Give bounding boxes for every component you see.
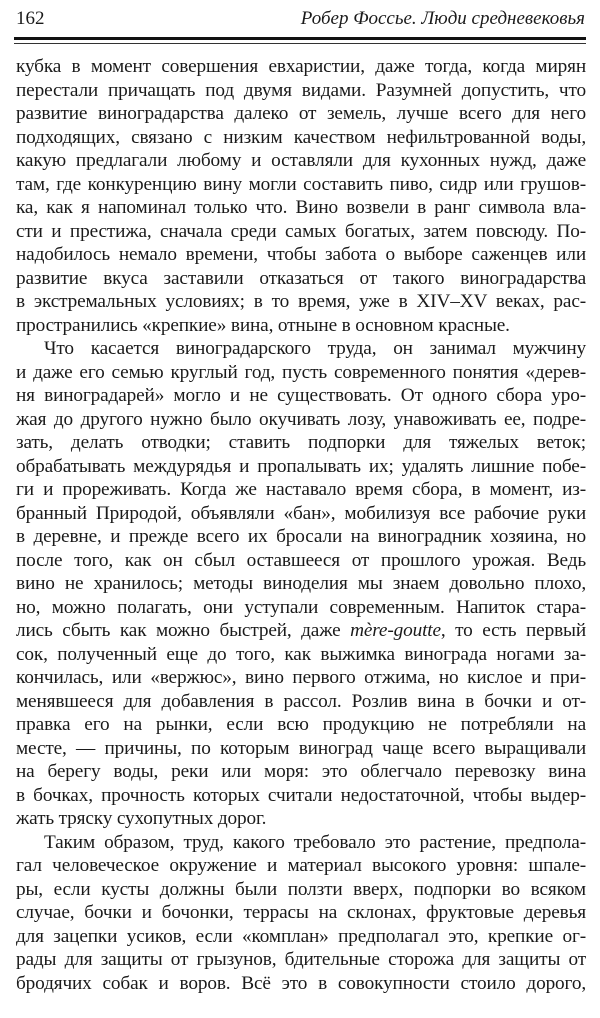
text-line: жая до другого нужно было окучивать лозу, унавоживать ее, подре-: [16, 408, 586, 430]
text-line: перестали причащать под двумя видами. Разумней допустить, что: [16, 79, 586, 101]
text-line: кубка в момент совершения евхаристии, даже тогда, когда мирян: [16, 56, 586, 77]
text-line: рады для защиты от грызунов, бдительные сторожа для защиты от: [16, 949, 586, 970]
text-line: обрабатывать междурядья и пропалывать их; удалять лишние побе-: [16, 455, 586, 477]
text-line: случае, бочки и бочонки, террасы на склонах, фруктовые деревья: [16, 902, 586, 923]
text-line: для зацепки усиков, если «комплан» предполагал это, крепкие ог-: [16, 925, 586, 947]
text-line: в экстремальных условиях; в то время, уже в XIV–XV веках, рас-: [16, 291, 586, 312]
text-line: жать тряску сухопутных дорог.: [16, 808, 267, 829]
text-line: месте, — причины, по которым виноград чаще всего выращивали: [16, 737, 586, 759]
text-line: развитие виноградарства далеко от земель, лучше всего для него: [16, 103, 586, 124]
italic-term: mère-goutte: [350, 620, 441, 641]
text-line: развитие вкуса заставили отказаться от такого виноградарства: [16, 267, 586, 289]
text-line: и даже его семью круглый год, пусть современного понятия «дерев-: [16, 361, 586, 383]
text-line: надобилось немало времени, чтобы забота о выборе саженцев или: [16, 244, 586, 265]
text-segment: , то есть первый: [440, 620, 587, 641]
text-line: ня виноградарей» могло и не существовать. От одного сбора уро-: [16, 385, 586, 406]
text-line: менявшееся для добавления в рассол. Розлив вина в бочки и от-: [16, 690, 586, 712]
text-line: там, где конкуренцию вину могли составить пиво, сидр или грушов-: [16, 173, 586, 195]
header-rule-thick: [14, 37, 586, 40]
text-line: [16, 619, 586, 643]
text-line: в деревне, и прежде всего их бросали на виноградник хозяина, но: [16, 526, 586, 547]
text-line: Что касается виноградарского труда, он занимал мужчину: [44, 338, 586, 359]
text-line: кончилась, или «вержюс», вино первого отжима, но кислое и при-: [16, 667, 586, 688]
header-rule-thin: [14, 43, 586, 44]
text-line: бранный Природой, объявляли «бан», мобилизуя все рабочие руки: [16, 502, 586, 524]
text-line: сок, полученный еще до того, как выжимка винограда ногами за-: [16, 643, 586, 665]
page-number: 162: [16, 8, 45, 29]
text-line: ры, если кусты должны были ползти вверх, подпорки во всяком: [16, 878, 586, 900]
running-title: Робер Фоссье. Люди средневековья: [300, 8, 585, 29]
body-text: [16, 55, 586, 995]
running-header: [16, 6, 585, 32]
text-line: какую предлагали любому и оставляли для кухонных нужд, даже: [16, 150, 586, 171]
text-line: правка его на рынки, если всю продукцию не потребляли на: [16, 714, 586, 735]
text-line: после того, как он сбыл оставшееся от прошлого урожая. Ведь: [16, 549, 586, 571]
text-line: ги и прореживать. Когда же наставало время сбора, в момент, из-: [16, 479, 586, 500]
text-line: на берегу воды, реки или моря: это облегчало перевозку вина: [16, 761, 586, 782]
text-line: подходящих, связано с низким качеством нефильтрованной воды,: [16, 126, 586, 148]
text-line: вино не хранилось; методы виноделия мы знаем довольно плохо,: [16, 573, 586, 594]
text-line: зать, делать отводки; ставить подпорки для тяжелых веток;: [16, 432, 586, 453]
text-line: бродячих собак и воров. Всё это в совокупности стоило дорого,: [16, 972, 586, 994]
text-segment: лись сбыть как можно быстрей, даже: [16, 620, 351, 641]
text-line: гал человеческое окружение и материал высокого уровня: шпале-: [16, 855, 586, 876]
text-line: пространились «крепкие» вина, отныне в основном красные.: [16, 314, 510, 336]
text-line: ка, как я напоминал только что. Вино возвели в ранг символа вла-: [16, 197, 586, 218]
text-line: в бочках, прочность которых считали недостаточной, чтобы выдер-: [16, 784, 586, 806]
text-line: Таким образом, труд, какого требовало это растение, предпола-: [44, 831, 586, 853]
text-line: сти и престижа, сначала среди самых богатых, затем повсюду. По-: [16, 220, 586, 242]
text-line: но, можно полагать, они уступали современным. Напиток стара-: [16, 596, 586, 618]
